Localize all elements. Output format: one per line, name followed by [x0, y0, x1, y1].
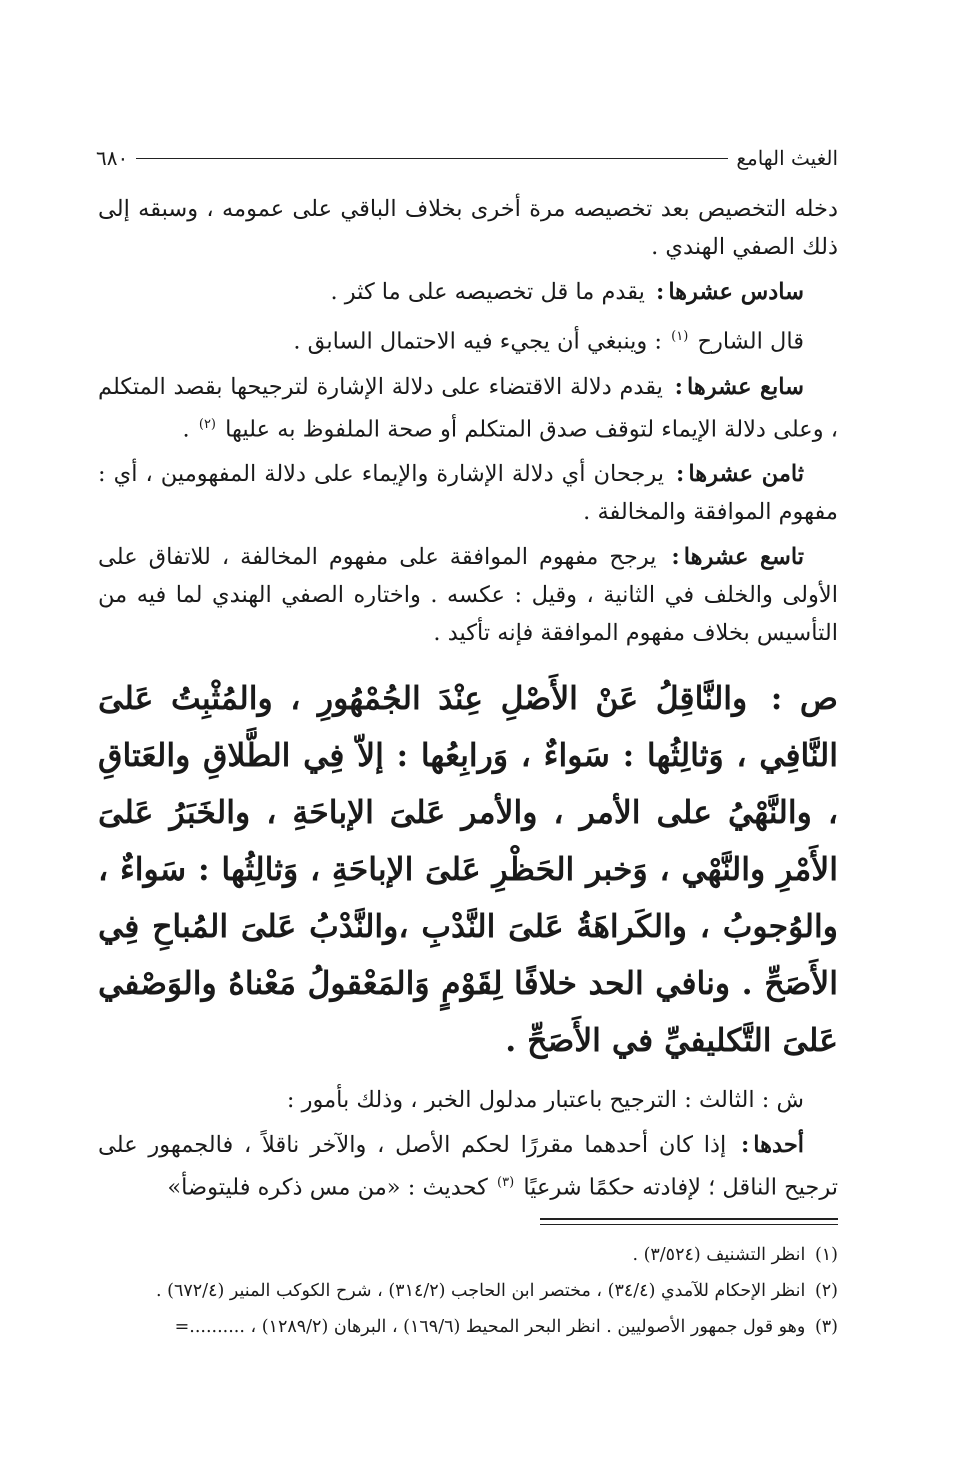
footnote-text: وهو قول جمهور الأصوليين . انظر البحر المحيط (١٦٩/٦) ، البرهان (١٢٨٩/٢) ، ..........=: [174, 1317, 806, 1337]
footnote-ref: (١): [671, 329, 689, 344]
main-text: [98, 190, 838, 1214]
footnotes: [98, 1238, 838, 1346]
paragraph-text: : وينبغي أن يجيء فيه الاحتمال السابق .: [293, 328, 662, 355]
paragraph-text: إذا كان أحدهما مقررًا لحكم الأصل ، والآخر ناقلاً ، فالجمهور على ترجيح الناقل ؛ لإفادته حكمًا شرعيًا: [98, 1132, 838, 1201]
book-title: الغيث الهامع: [736, 146, 838, 170]
paragraph-text: يقدم ما قل تخصيصه على ما كثر .: [330, 279, 645, 305]
paragraph-commentator-note: [98, 318, 838, 361]
paragraph-text: قال الشارح: [697, 328, 804, 355]
paragraph-first-matter: أحدها: إذا كان أحدهما مقررًا لحكم الأصل ، والآخر ناقلاً ، فالجمهور على ترجيح الناقل ؛ لإفادته حكمًا شرعيًا $^{(٣)}$ كحديث : «من مس ذكره فليتوضأ»: [98, 1132, 838, 1201]
paragraph-seventeenth: سابع عشرها: يقدم دلالة الاقتضاء على دلالة الإشارة لترجيحها بقصد المتكلم ، وعلى دلالة الإيماء لتوقف صدق المتكلم أو صحة الملفوظ به عليها $^{(٢)}$ .: [98, 373, 838, 442]
footnote-ref: (٣): [497, 1175, 515, 1190]
paragraph-text: يرجح مفهوم الموافقة على مفهوم المخالفة ، للاتفاق على الأولى والخلف في الثانية ، وقيل : عكسه . واختاره الصفي الهندي لما فيه من التأسيس بخلاف مفهوم الموافقة فإنه تأكيد .: [98, 544, 838, 646]
paragraph-text: كحديث : «من مس ذكره فليتوضأ»: [167, 1174, 488, 1201]
term-heading: سادس عشرها: [668, 279, 804, 305]
footnote-text: انظر الإحكام للآمدي (٣٤/٤) ، مختصر ابن الحاجب (٣١٤/٢) ، شرح الكوكب المنير (٦٧٢/٤) .: [156, 1281, 806, 1301]
paragraph-sharh-intro: [98, 1081, 838, 1119]
matn-text: [98, 670, 838, 1069]
paragraph-text: يقدم دلالة الاقتضاء على دلالة الإشارة لترجيحها بقصد المتكلم ، وعلى دلالة الإيماء لتوقف صدق المتكلم أو صحة الملفوظ به عليها: [98, 373, 838, 442]
footnote: [98, 1310, 838, 1344]
footnote-separator: [540, 1218, 838, 1225]
term-heading: أحدها: [753, 1132, 804, 1158]
paragraph-eighteenth: ثامن عشرها: يرجحان أي دلالة الإشارة والإيماء على دلالة المفهومين ، أي : مفهوم الموافقة والمخالفة .: [98, 461, 838, 525]
term-heading: تاسع عشرها: [683, 544, 804, 570]
footnote-text: انظر التشنيف (٣/٥٢٤) .: [632, 1245, 806, 1265]
term-heading: سابع عشرها: [686, 373, 804, 400]
footnote: [98, 1238, 838, 1272]
paragraph-text: دخله التخصيص بعد تخصيصه مرة أخرى بخلاف الباقي على عمومه ، وسبقه إلى ذلك الصفي الهندي .: [98, 196, 838, 260]
footnote: [98, 1274, 838, 1308]
paragraph-sixteenth: سادس عشرها: يقدم ما قل تخصيصه على ما كثر .: [330, 279, 804, 305]
matn-body: والنَّاقِلُ عَنْ الأَصْلِ عِنْدَ الجُمْهُورِ ، والمُثْبِتُ عَلىَ النَّافِي ، وَثالِثُها : سَواءٌ ، وَرابِعُها : إلاّ فِي الطَّلاقِ والعَتاقِ ، والنَّهْيُ على الأمر ، والأمر عَلىَ الإباحَةِ ، والخَبَرُ عَلىَ الأَمْرِ والنَّهْي ، وَخبر الحَظْرِ عَلىَ الإباحَةِ ، وَثالِثُها : سَواءٌ ، والوُجوبُ ، والكَراهَةُ عَلىَ النَّدْبِ ،والنَّدْبُ عَلىَ المُباحِ فِي الأَصَحِّ . ونافي الحد خلافًا لِقَوْمٍ وَالمَعْقولُ مَعْناهُ والوَصْفي عَلىَ التَّكليفيِّ في الأَصَحِّ .: [98, 680, 838, 1059]
footnote-number: (٣): [814, 1317, 838, 1337]
paragraph-continuation: [98, 190, 838, 266]
page-number: ٦٨٠: [96, 146, 129, 170]
term-heading: ثامن عشرها: [688, 461, 804, 487]
paragraph-text: ش : الثالث : الترجيح باعتبار مدلول الخبر ، وذلك بأمور :: [286, 1087, 804, 1113]
paragraph-text: يرجحان أي دلالة الإشارة والإيماء على دلالة المفهومين ، أي : مفهوم الموافقة والمخالفة .: [98, 461, 838, 525]
paragraph-text: .: [182, 416, 190, 442]
running-header: [96, 140, 838, 176]
footnote-number: (١): [814, 1245, 838, 1265]
header-rule: [136, 158, 728, 159]
footnote-ref: (٢): [198, 416, 216, 432]
matn-mark: ص :: [770, 680, 839, 717]
footnote-number: (٢): [814, 1281, 838, 1301]
paragraph-nineteenth: تاسع عشرها: يرجح مفهوم الموافقة على مفهوم المخالفة ، للاتفاق على الأولى والخلف في الثانية ، وقيل : عكسه . واختاره الصفي الهندي لما فيه من التأسيس بخلاف مفهوم الموافقة فإنه تأكيد .: [98, 544, 838, 646]
